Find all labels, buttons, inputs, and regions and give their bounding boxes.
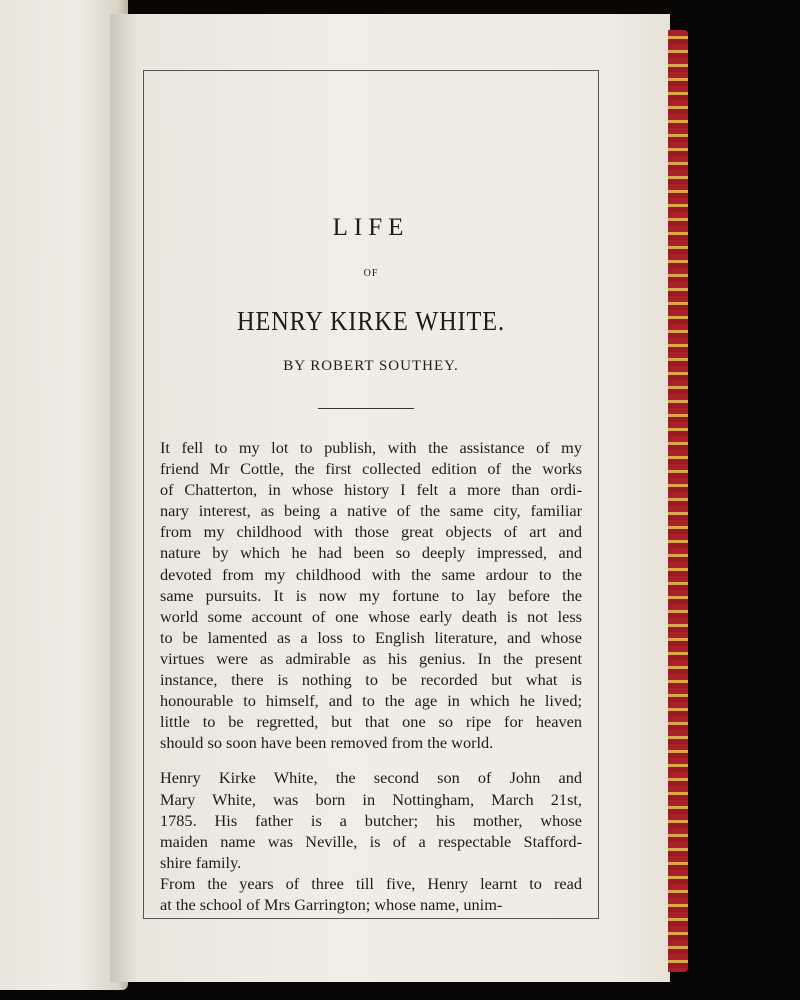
paragraph [160,873,582,915]
body-text [160,437,582,915]
title-name: HENRY KIRKE WHITE. [237,306,505,336]
gilt-page-edge [668,30,688,972]
text-line: 1785. His father is a butcher; his mother, whose [160,810,582,830]
text-line: to be lamented as a loss to English literature, and whose [160,627,582,647]
paragraph-gap [160,753,582,767]
text-line: shire family. [160,852,242,872]
text-line: same pursuits. It is now my fortune to lay before the [160,585,582,605]
text-line: maiden name was Neville, is of a respectable Stafford- [160,831,582,851]
text-line: friend Mr Cottle, the first collected edition of the works [160,459,582,479]
text-line: of Chatterton, in whose history I felt a more than ordi- [160,480,582,500]
text-line: virtues were as admirable as his genius. In the present [160,648,582,668]
text-line: world some account of one whose early death is not less [160,606,582,626]
paragraph [160,767,582,872]
title-life: LIFE [332,214,410,241]
text-line: should so soon have been removed from the world. [160,733,494,753]
text-line: little to be regretted, but that one so ripe for heaven [160,712,582,732]
title-of: OF [363,268,379,279]
text-line: nary interest, as being a native of the same city, familiar [160,501,582,521]
text-line: honourable to himself, and to the age in which he lived; [160,691,582,711]
left-page [0,0,128,990]
paragraph [160,437,582,753]
text-line: It fell to my lot to publish, with the assistance of my [160,438,582,457]
title-rule [318,408,414,409]
text-line: nature by which he had been so deeply impressed, and [160,543,582,563]
text-line: from my childhood with those great objects of art and [160,522,582,542]
text-line: From the years of three till five, Henry learnt to read [160,873,582,893]
title-author: BY ROBERT SOUTHEY. [283,358,459,374]
text-line: Mary White, was born in Nottingham, March 21st, [160,789,582,809]
text-line: instance, there is nothing to be recorded but what is [160,670,582,690]
text-line: Henry Kirke White, the second son of John and [160,768,582,788]
text-line: devoted from my childhood with the same ardour to the [160,564,582,584]
text-line: at the school of Mrs Garrington; whose name, unim- [160,894,503,914]
